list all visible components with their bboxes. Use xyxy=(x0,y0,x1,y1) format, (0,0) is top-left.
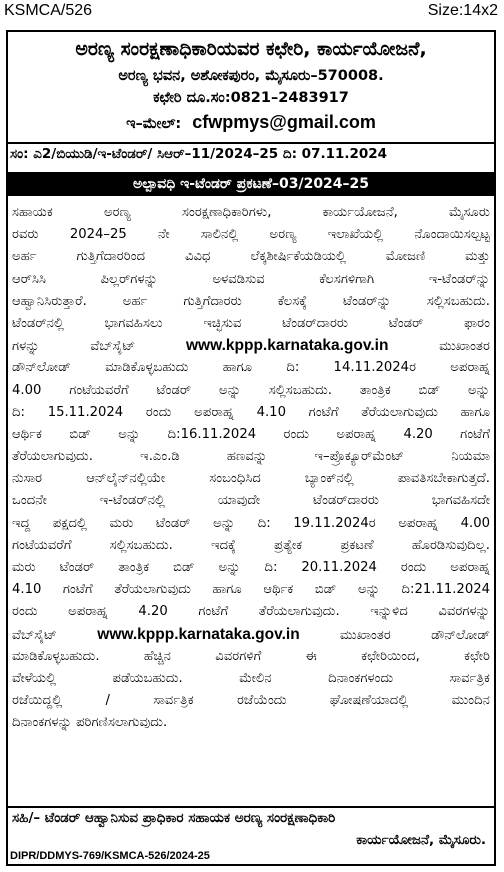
website-prefix: ಗಳನ್ನು ವೆಬ್‌ಸೈಟ್ xyxy=(12,339,136,355)
body-line: ಮಾಡಿಕೊಳ್ಳಬಹುದು. ಹೆಚ್ಚಿನ ವಿವರಗಳಿಗೆ ಈ ಕಛೇರಿಯಿಂದ, ಕಛೇರಿ xyxy=(12,648,490,664)
notice-frame xyxy=(6,30,496,866)
body-line-website xyxy=(12,335,490,357)
body-line: ವೇಳೆಯಲ್ಲಿ ಪಡೆಯಬಹುದು. ಮೇಲಿನ ದಿನಾಂಕಗಳಂದು ಸಾರ್ವತ್ರಿಕ xyxy=(12,670,490,686)
website-url: www.kppp.karnataka.gov.in xyxy=(186,337,389,355)
office-name: ಅರಣ್ಯ ಸಂರಕ್ಷಣಾಧಿಕಾರಿಯವರ ಕಛೇರಿ, ಕಾರ್ಯಯೋಜನೆ, xyxy=(75,38,427,60)
body-line: ರಂದು ಅಪರಾಹ್ನ 4.20 ಗಂಟೆಗೆ ತೆರೆಯಲಾಗುವುದು. ಇನ್ನುಳಿದ ವಿವರಗಳನ್ನು xyxy=(12,604,490,620)
ad-code: KSMCA/526 xyxy=(4,2,93,19)
body-line: ಆರ್‌ಸಿಸಿ ಪಿಲ್ಲರ್‌ಗಳನ್ನು ಅಳವಡಿಸುವ ಕೆಲಸಗಳಿಗಾಗಿ ಇ-ಟೆಂಡರ್‌ನ್ನು xyxy=(12,271,490,287)
website-suffix: ಮುಖಾಂತರ xyxy=(439,339,490,355)
body-line: ಮರು ಟೆಂಡರ್ ತಾಂತ್ರಿಕ ಬಿಡ್ ಅನ್ನು ದಿ: 20.11.2024 ರಂದು ಅಪರಾಹ್ನ xyxy=(12,560,490,575)
body-line: ಗಂಟೆಯವರೆಗೆ ಸಲ್ಲಿಸಬಹುದು. ಇದಕ್ಕೆ ಪ್ರತ್ಯೇಕ ಪ್ರಕಟಣೆ ಹೊರಡಿಸುವುದಿಲ್ಲ. xyxy=(12,537,490,553)
email-label: ಇ–ಮೇಲ್: xyxy=(126,116,182,132)
body-line: ನುಸಾರ ಆನ್‌ಲೈನ್‌ನಲ್ಲಿಯೇ ಸಂಬಂಧಿಸಿದ ಬ್ಯಾಂಕ್‌ನಲ್ಲಿ ಪಾವತಿಸಬೇಕಾಗುತ್ತದೆ. xyxy=(12,471,490,487)
signature-line-2: ಕಾರ್ಯಯೋಜನೆ, ಮೈಸೂರು. xyxy=(356,832,486,848)
email-address: cfwpmys@gmail.com xyxy=(192,112,376,132)
body-line: ಆಹ್ವಾನಿಸಿರುತ್ತಾರೆ. ಅರ್ಹ ಗುತ್ತಿಗೆದಾರರು ಕೆಲಸಕ್ಕೆ ಟೆಂಡರ್‌ನ್ನು ಸಲ್ಲಿಸಬಹುದು. xyxy=(12,293,490,309)
body-line-last: ದಿನಾಂಕಗಳನ್ನು ಪರಿಗಣಿಸಲಾಗುವುದು. xyxy=(12,715,168,731)
body-line: 4.00 ಗಂಟೆಯವರೆಗೆ ಟೆಂಡರ್ ಅನ್ನು ಸಲ್ಲಿಸಬಹುದು. ತಾಂತ್ರಿಕ ಬಿಡ್ ಅನ್ನು xyxy=(12,382,490,398)
notice-header xyxy=(8,32,494,172)
website-suffix: ಮುಖಾಂತರ ಡೌನ್‌ಲೋಡ್ xyxy=(340,627,490,643)
website-prefix: ವೆಬ್‌ಸೈಟ್ xyxy=(12,627,57,643)
body-line: ದಿ: 15.11.2024 ರಂದು ಅಪರಾಹ್ನ 4.10 ಗಂಟೆಗೆ ತೆರೆಯಲಾಗುವುದು ಹಾಗೂ xyxy=(12,404,490,420)
office-email-row xyxy=(8,112,494,133)
signature-line-1: ಸಹಿ/– ಟೆಂಡರ್ ಆಹ್ವಾನಿಸುವ ಪ್ರಾಧಿಕಾರ ಸಹಾಯಕ ಅರಣ್ಯ ಸಂರಕ್ಷಣಾಧಿಕಾರಿ xyxy=(12,810,336,826)
body-line: ಟೆಂಡರ್‌ನಲ್ಲಿ ಭಾಗವಹಿಸಲು ಇಚ್ಛಿಸುವ ಟೆಂಡರ್‌ದಾರರು ಟೆಂಡರ್ ಫಾರಂ xyxy=(12,315,490,331)
body-line: ಇದ್ದ ಪಕ್ಷದಲ್ಲಿ ಮರು ಟೆಂಡರ್ ಅನ್ನು ದಿ: 19.11.2024ರ ಅಪರಾಹ್ನ 4.00 xyxy=(12,515,490,531)
body-line: 4.10 ಗಂಟೆಗೆ ತೆರೆಯಲಾಗುವುದು ಹಾಗೂ ಆರ್ಥಿಕ ಬಿಡ್ ಅನ್ನು ದಿ:21.11.2024 xyxy=(12,582,490,598)
body-line: ತೆರೆಯಲಾಗುವುದು. ಇ.ಎಂ.ಡಿ ಹಣವನ್ನು ಇ–ಪ್ರೊಕ್ಯೂರ್‌ಮೆಂಟ್ ನಿಯಮಾ xyxy=(12,449,490,465)
body-line: ಅರ್ಹ ಗುತ್ತಿಗೆದಾರರಿಂದ ವಿವಿಧ ಲೆಕ್ಕಶೀರ್ಷಿಕೆಯಡಿಯಲ್ಲಿ ಮೋಜಣಿ ಮತ್ತು xyxy=(12,249,490,265)
body-line: ಒಂದನೇ ಇ-ಟೆಂಡರ್‌ನಲ್ಲಿ ಯಾವುದೇ ಟೆಂಡರ್‌ದಾರರು ಭಾಗವಹಿಸದೇ xyxy=(12,493,490,509)
body-line: ಸಹಾಯಕ ಅರಣ್ಯ ಸಂರಕ್ಷಣಾಧಿಕಾರಿಗಳು, ಕಾರ್ಯಯೋಜನೆ, ಮೈಸೂರು xyxy=(12,205,490,220)
notice-title: ಅಲ್ಪಾವಧಿ ಇ-ಟೆಂಡರ್ ಪ್ರಕಟಣೆ–03/2024–25 xyxy=(8,172,494,196)
office-phone: ಕಛೇರಿ ದೂ.ಸಂ:0821–2483917 xyxy=(153,90,349,106)
office-address: ಅರಣ್ಯ ಭವನ, ಅಶೋಕಪುರಂ, ಮೈಸೂರು–570008. xyxy=(118,68,384,84)
header-divider xyxy=(8,142,494,144)
body-line: ಆರ್ಥಿಕ ಬಿಡ್ ಅನ್ನು ದಿ:16.11.2024 ರಂದು ಅಪರಾಹ್ನ 4.20 ಗಂಟೆಗೆ xyxy=(12,426,490,442)
body-line: ರಜೆಯಿದ್ದಲ್ಲಿ / ಸಾರ್ವತ್ರಿಕ ರಜೆಯೆಂದು ಘೋಷಣೆಯಾದಲ್ಲಿ ಮುಂದಿನ xyxy=(12,693,490,709)
ad-size: Size:14x2 xyxy=(427,2,498,19)
body-line: ಡೌನ್‌ಲೋಡ್ ಮಾಡಿಕೊಳ್ಳಬಹುದು ಹಾಗೂ ದಿ: 14.11.2024ರ ಅಪರಾಹ್ನ xyxy=(12,360,490,376)
dipr-code: DIPR/DDMYS-769/KSMCA-526/2024-25 xyxy=(10,850,210,862)
signature-divider xyxy=(8,806,494,808)
notice-body xyxy=(12,202,490,735)
body-line: ರವರು 2024–25 ನೇ ಸಾಲಿನಲ್ಲಿ ಅರಣ್ಯ ಇಲಾಖೆಯಲ್ಲಿ ನೊಂದಾಯಿಸಲ್ಪಟ್ಟ xyxy=(12,227,490,243)
reference-line: ಸಂ: ಎ2/ಬಿಯುಡಿ/ಇ-ಟೆಂಡರ್/ ಸಿಆರ್–11/2024–25 ದಿ: 07.11.2024 xyxy=(10,146,388,162)
website-url: www.kppp.karnataka.gov.in xyxy=(97,625,300,643)
body-line-website xyxy=(12,624,490,646)
